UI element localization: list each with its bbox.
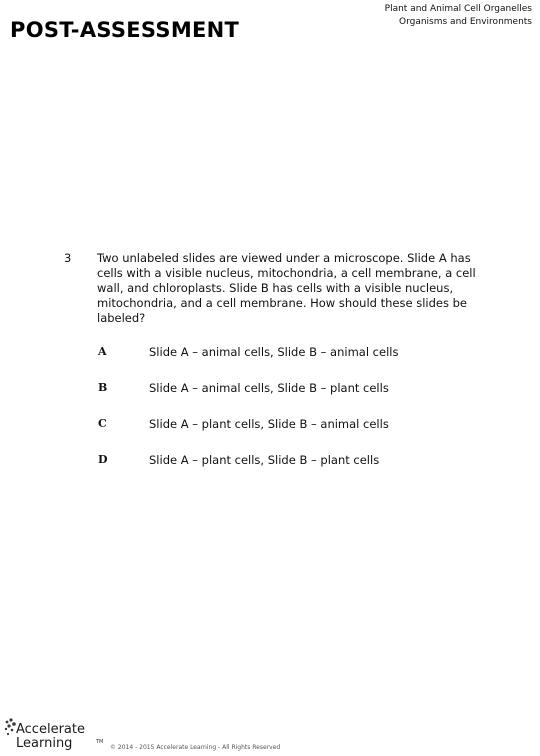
question-number: 3 — [64, 251, 72, 265]
option-letter: D — [98, 453, 108, 466]
answer-option-c[interactable] — [98, 417, 498, 453]
option-text: Slide A – animal cells, Slide B – animal cells — [149, 345, 399, 359]
page-footer — [0, 706, 540, 756]
answer-options — [98, 345, 498, 489]
option-letter: B — [98, 381, 108, 394]
answer-option-a[interactable] — [98, 345, 498, 381]
logo-text-line2: Learning — [16, 736, 73, 751]
answer-option-d[interactable] — [98, 453, 498, 489]
option-text: Slide A – plant cells, Slide B – plant cells — [149, 453, 380, 467]
question-text: Two unlabeled slides are viewed under a microscope. Slide A has cells with a visible nucleus, mitochondria, a cell membrane, a cell wall, and chloroplasts. Slide B has cells with a visible nucleus, mitochondria, and a cell membrane. How should these slides be labeled? — [97, 251, 476, 325]
option-letter: A — [98, 345, 107, 358]
option-letter: C — [98, 417, 107, 430]
subject-unit: Organisms and Environments — [398, 17, 532, 27]
answer-option-b[interactable] — [98, 381, 498, 417]
page-title: POST-ASSESSMENT — [10, 18, 240, 42]
trademark-mark: TM — [96, 739, 104, 745]
logo-text-line1: Accelerate — [16, 722, 85, 737]
copyright-notice: © 2014 - 2015 Accelerate Learning - All Rights Reserved — [110, 744, 281, 751]
option-text: Slide A – plant cells, Slide B – animal cells — [149, 417, 389, 431]
accelerate-learning-logo — [4, 714, 108, 754]
option-text: Slide A – animal cells, Slide B – plant cells — [149, 381, 389, 395]
subject-topic: Plant and Animal Cell Organelles — [384, 4, 532, 14]
subject-header — [385, 3, 532, 29]
